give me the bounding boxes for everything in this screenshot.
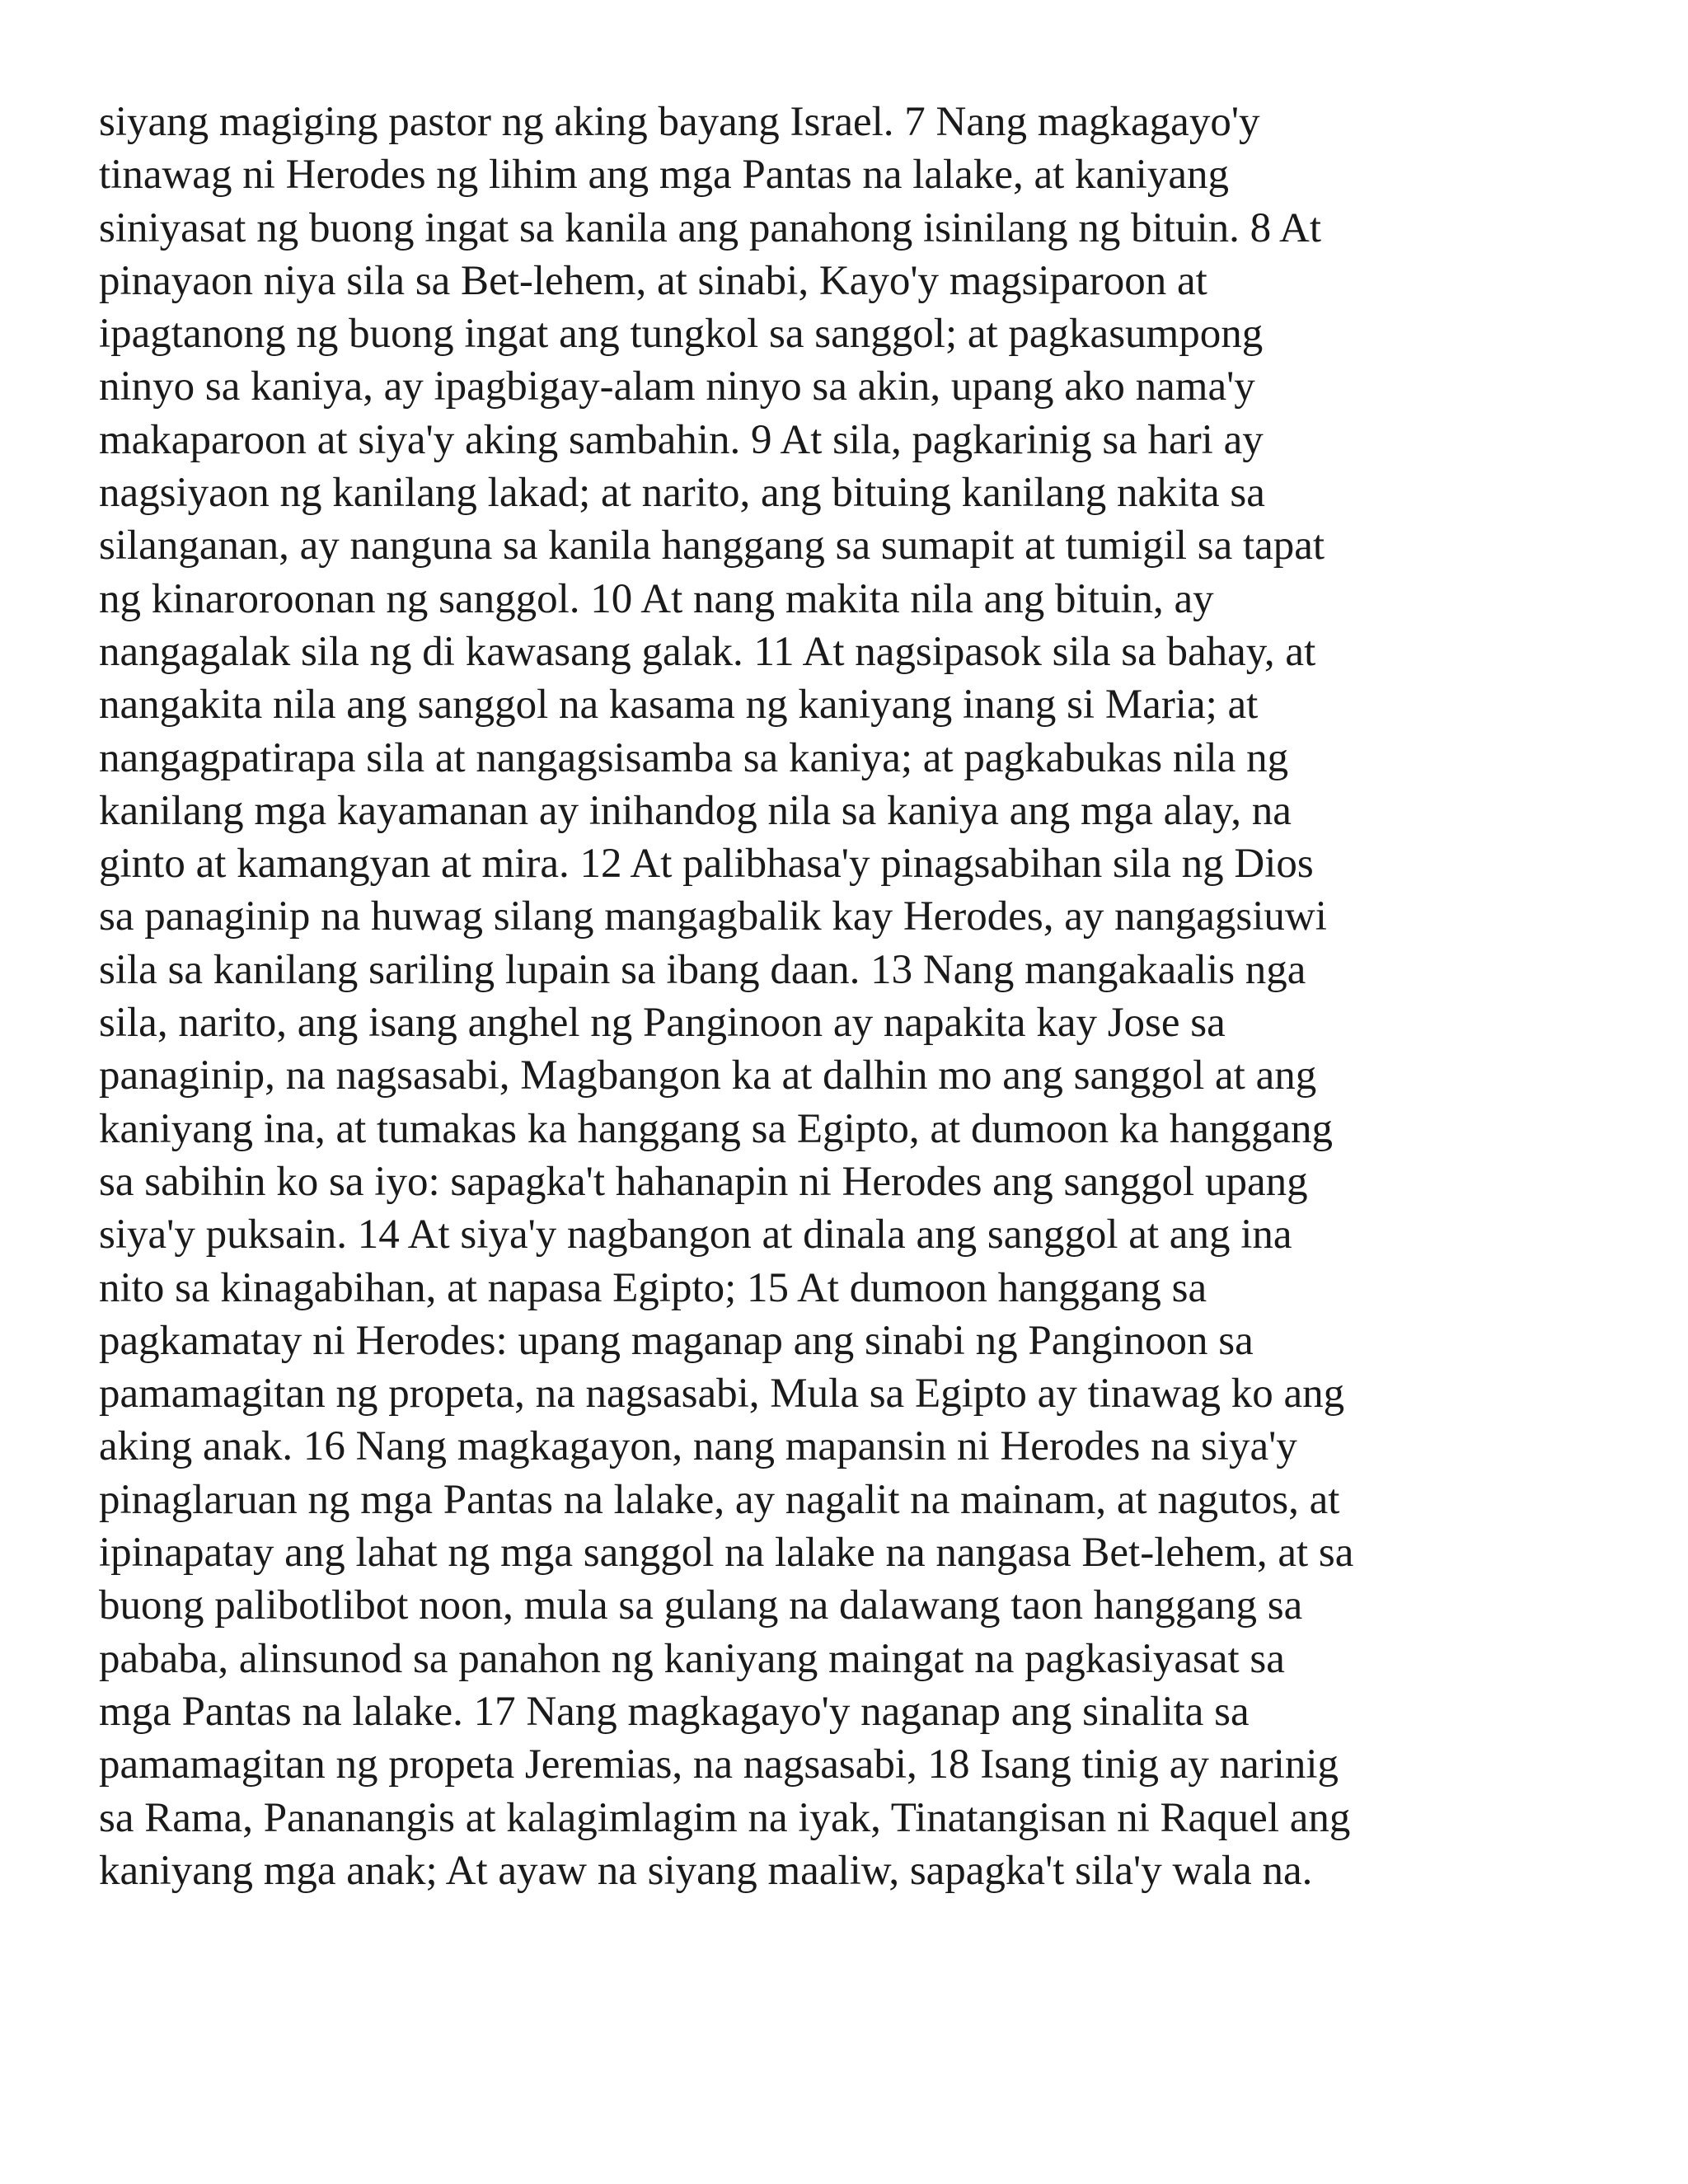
text-line-28: ipinapatay ang lahat ng mga sanggol na lalake na nangasa Bet-lehem, at sa (99, 1530, 1354, 1577)
text-line-22: siya'y puksain. 14 At siya'y nagbangon at dinala ang sanggol at ang ina (99, 1212, 1292, 1258)
text-line-21: sa sabihin ko sa iyo: sapagka't hahanapin ni Herodes ang sanggol upang (99, 1158, 1308, 1205)
text-line-34: kaniyang mga anak; At ayaw na siyang maaliw, sapagka't sila'y wala na. (99, 1847, 1313, 1894)
text-line-27: pinaglaruan ng mga Pantas na lalake, ay nagalit na mainam, at nagutos, at (99, 1476, 1340, 1523)
text-line-15: ginto at kamangyan at mira. 12 At palibhasa'y pinagsabihan sila ng Dios (99, 841, 1314, 888)
text-line-10: ng kinaroroonan ng sanggol. 10 At nang makita nila ang bituin, ay (99, 575, 1214, 622)
text-line-2: tinawag ni Herodes ng lihim ang mga Pantas na lalake, at kaniyang (99, 152, 1229, 199)
text-line-8: nagsiyaon ng kanilang lakad; at narito, ang bituing kanilang nakita sa (99, 470, 1265, 517)
text-line-24: pagkamatay ni Herodes: upang maganap ang sinabi ng Panginoon sa (99, 1317, 1254, 1364)
text-line-33: sa Rama, Pananangis at kalagimlagim na iyak, Tinatangisan ni Raquel ang (99, 1794, 1351, 1841)
text-line-5: ipagtanong ng buong ingat ang tungkol sa sanggol; at pagkasumpong (99, 311, 1264, 358)
text-line-31: mga Pantas na lalake. 17 Nang magkagayo'y naganap ang sinalita sa (99, 1688, 1250, 1735)
text-line-23: nito sa kinagabihan, at napasa Egipto; 15 At dumoon hanggang sa (99, 1264, 1207, 1311)
text-line-3: siniyasat ng buong ingat sa kanila ang panahong isinilang ng bituin. 8 At (99, 204, 1322, 251)
text-line-13: nangagpatirapa sila at nangagsisamba sa kaniya; at pagkabukas nila ng (99, 734, 1289, 781)
text-line-4: pinayaon niya sila sa Bet-lehem, at sinabi, Kayo'y magsiparoon at (99, 257, 1207, 304)
text-line-11: nangagalak sila ng di kawasang galak. 11 At nagsipasok sila sa bahay, at (99, 628, 1316, 675)
text-line-26: aking anak. 16 Nang magkagayon, nang mapansin ni Herodes na siya'y (99, 1423, 1297, 1470)
text-line-32: pamamagitan ng propeta Jeremias, na nagsasabi, 18 Isang tinig ay narinig (99, 1741, 1339, 1788)
text-line-20: kaniyang ina, at tumakas ka hanggang sa Egipto, at dumoon ka hanggang (99, 1105, 1334, 1152)
text-line-1: siyang magiging pastor ng aking bayang Israel. 7 Nang magkagayo'y (99, 99, 1260, 145)
text-line-12: nangakita nila ang sanggol na kasama ng kaniyang inang si Maria; at (99, 682, 1259, 729)
text-line-14: kanilang mga kayamanan ay inihandog nila sa kaniya ang mga alay, na (99, 787, 1292, 834)
text-line-7: makaparoon at siya'y aking sambahin. 9 At sila, pagkarinig sa hari ay (99, 416, 1264, 463)
text-line-30: pababa, alinsunod sa panahon ng kaniyang maingat na pagkasiyasat sa (99, 1635, 1285, 1682)
text-line-9: silanganan, ay nanguna sa kanila hanggang sa sumapit at tumigil sa tapat (99, 523, 1325, 569)
text-line-25: pamamagitan ng propeta, na nagsasabi, Mula sa Egipto ay tinawag ko ang (99, 1371, 1345, 1418)
text-line-19: panaginip, na nagsasabi, Magbangon ka at dalhin mo ang sanggol at ang (99, 1052, 1317, 1099)
text-line-18: sila, narito, ang isang anghel ng Panginoon ay napakita kay Jose sa (99, 1000, 1226, 1047)
text-line-6: ninyo sa kaniya, ay ipagbigay-alam ninyo sa akin, upang ako nama'y (99, 363, 1255, 410)
text-line-16: sa panaginip na huwag silang mangagbalik kay Herodes, ay nangagsiuwi (99, 893, 1327, 940)
body-text (99, 96, 1632, 1897)
text-line-17: sila sa kanilang sariling lupain sa ibang daan. 13 Nang mangakaalis nga (99, 946, 1306, 993)
text-line-29: buong palibotlibot noon, mula sa gulang na dalawang taon hanggang sa (99, 1582, 1303, 1629)
